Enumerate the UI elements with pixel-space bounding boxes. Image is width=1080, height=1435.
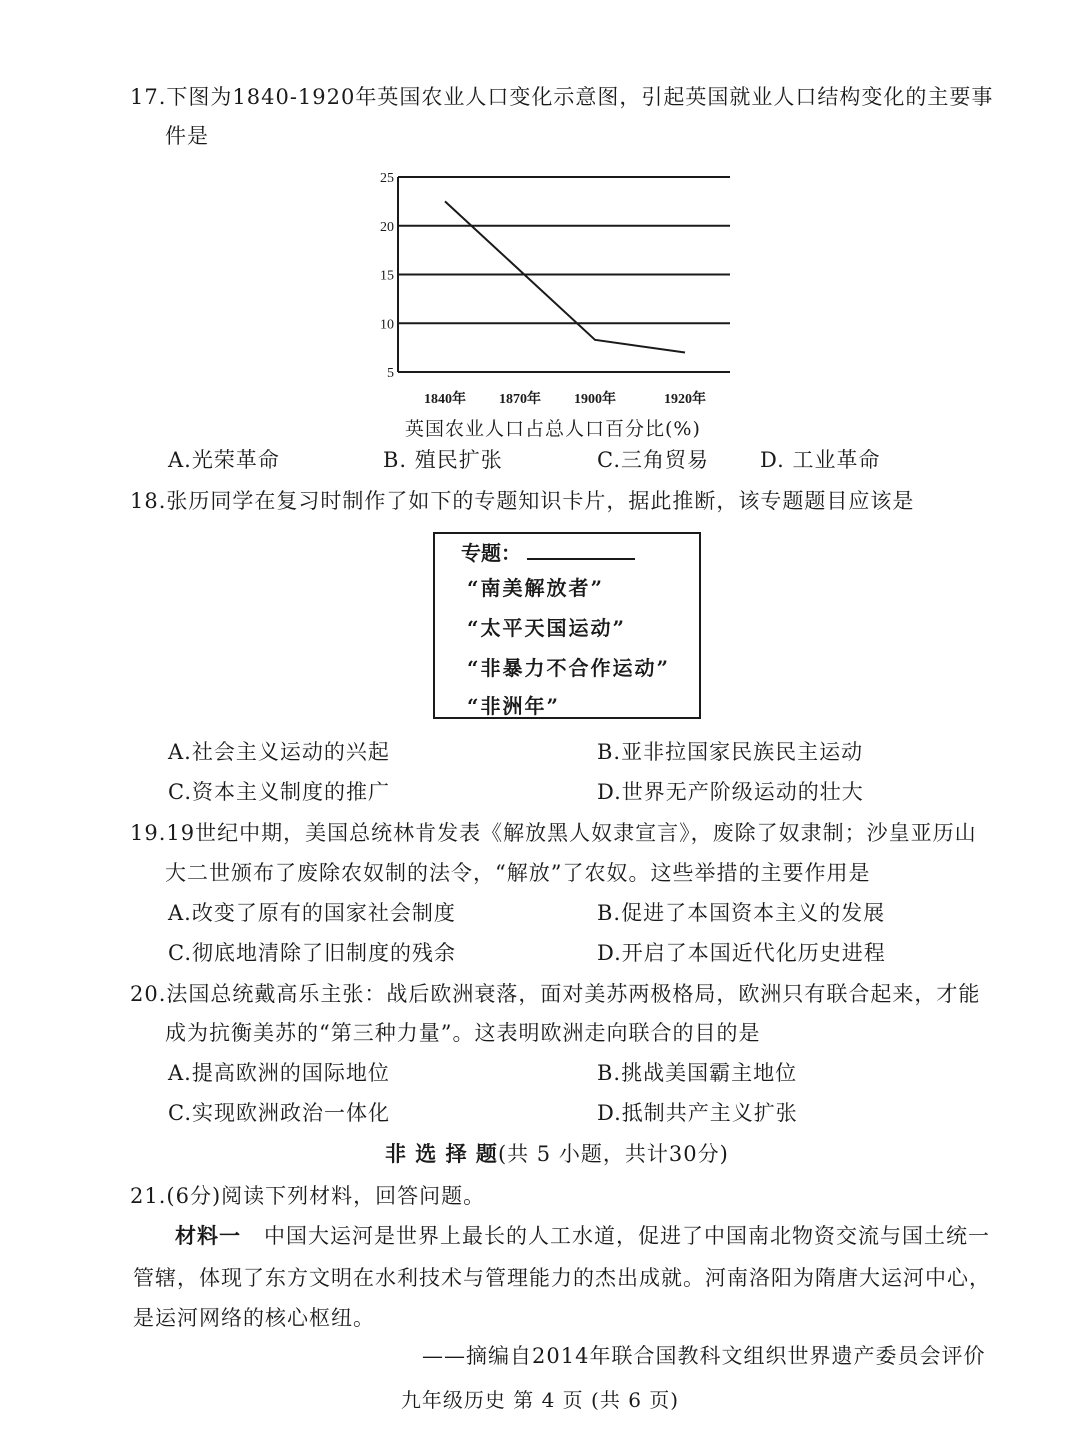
section-heading bbox=[385, 1139, 729, 1169]
q17-option-d: D. 工业革命 bbox=[760, 448, 881, 472]
q20-stem-line2: 成为抗衡美苏的“第三种力量”。这表明欧洲走向联合的目的是 bbox=[165, 1021, 761, 1045]
x-tick-label: 1870年 bbox=[499, 392, 541, 407]
card-title-label: 专题： bbox=[461, 541, 521, 565]
page-footer: 九年级历史 第 4 页 (共 6 页) bbox=[400, 1388, 680, 1412]
q20-option-d: D.抵制共产主义扩张 bbox=[597, 1101, 798, 1125]
q19-stem-line1: 19.19世纪中期，美国总统林肯发表《解放黑人奴隶宣言》，废除了奴隶制；沙皇亚历山 bbox=[130, 821, 977, 845]
q20-stem-line1: 20.法国总统戴高乐主张：战后欧洲衰落，面对美苏两极格局，欧洲只有联合起来，才能 bbox=[130, 982, 981, 1006]
y-tick-label: 5 bbox=[387, 366, 394, 381]
y-tick-label: 25 bbox=[380, 171, 394, 186]
q19-option-d: D.开启了本国近代化历史进程 bbox=[597, 941, 886, 965]
q18-option-c: C.资本主义制度的推广 bbox=[168, 780, 390, 804]
q20-option-a: A.提高欧洲的国际地位 bbox=[168, 1061, 390, 1085]
q17-option-b: B. 殖民扩张 bbox=[383, 448, 503, 472]
x-tick-label: 1900年 bbox=[574, 392, 616, 407]
q19-option-a: A.改变了原有的国家社会制度 bbox=[168, 901, 456, 925]
card-title-blank bbox=[527, 540, 635, 560]
q17-option-a: A.光荣革命 bbox=[168, 448, 280, 472]
q18-stem-line1: 18.张历同学在复习时制作了如下的专题知识卡片，据此推断，该专题题目应该是 bbox=[130, 489, 915, 513]
q17-stem-line2: 件是 bbox=[165, 124, 209, 148]
card-item: “太平天国运动” bbox=[467, 616, 627, 640]
knowledge-card bbox=[433, 532, 701, 719]
q21-material-line2: 管辖，体现了东方文明在水利技术与管理能力的杰出成就。河南洛阳为隋唐大运河中心， bbox=[133, 1266, 991, 1290]
q18-option-d: D.世界无产阶级运动的壮大 bbox=[597, 780, 864, 804]
y-tick-label: 15 bbox=[380, 268, 394, 284]
material-text: 中国大运河是世界上最长的人工水道，促进了中国南北物资交流与国土统一 bbox=[264, 1224, 991, 1248]
chart-title: 英国农业人口占总人口百分比(%) bbox=[405, 418, 701, 440]
card-item: “非暴力不合作运动” bbox=[467, 656, 671, 680]
q21-stem: 21.(6分)阅读下列材料，回答问题。 bbox=[130, 1184, 486, 1208]
section-note: (共 5 小题，共计30分) bbox=[497, 1142, 729, 1166]
q20-option-b: B.挑战美国霸主地位 bbox=[597, 1061, 798, 1085]
q17-option-c: C.三角贸易 bbox=[597, 448, 709, 472]
q20-option-c: C.实现欧洲政治一体化 bbox=[168, 1101, 390, 1125]
x-tick-label: 1840年 bbox=[424, 392, 466, 407]
q18-option-a: A.社会主义运动的兴起 bbox=[168, 740, 390, 764]
q18-option-b: B.亚非拉国家民族民主运动 bbox=[597, 740, 864, 764]
x-tick-label: 1920年 bbox=[664, 392, 706, 407]
card-title bbox=[461, 538, 635, 568]
chart-svg bbox=[360, 165, 740, 410]
agricultural-population-chart bbox=[360, 165, 740, 410]
q19-option-b: B.促进了本国资本主义的发展 bbox=[597, 901, 886, 925]
card-item: “南美解放者” bbox=[467, 576, 605, 600]
card-item: “非洲年” bbox=[467, 694, 561, 718]
series-line bbox=[445, 201, 685, 352]
q21-material-line1 bbox=[175, 1221, 990, 1251]
y-tick-label: 20 bbox=[380, 219, 394, 235]
q21-source: ——摘编自2014年联合国教科文组织世界遗产委员会评价 bbox=[422, 1344, 986, 1368]
q19-option-c: C.彻底地清除了旧制度的残余 bbox=[168, 941, 456, 965]
q19-stem-line2: 大二世颁布了废除农奴制的法令，“解放”了农奴。这些举措的主要作用是 bbox=[165, 861, 871, 885]
y-tick-label: 10 bbox=[380, 317, 394, 333]
q21-material-line3: 是运河网络的核心枢纽。 bbox=[133, 1306, 375, 1330]
material-label: 材料一 bbox=[175, 1223, 241, 1248]
q17-stem-line1: 17.下图为1840-1920年英国农业人口变化示意图，引起英国就业人口结构变化的主要事 bbox=[130, 85, 994, 109]
section-title: 非 选 择 题 bbox=[385, 1141, 498, 1166]
